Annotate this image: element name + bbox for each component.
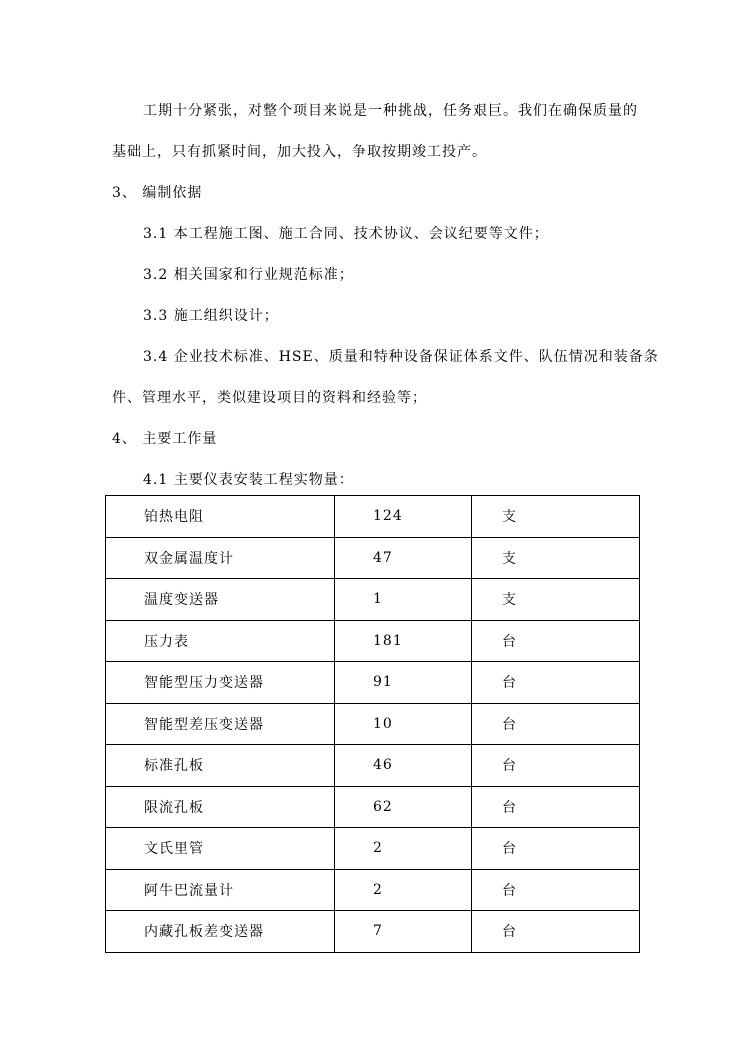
table-row bbox=[106, 620, 640, 662]
instrument-quantity-table bbox=[105, 495, 640, 953]
instrument-name-cell: 阿牛巴流量计 bbox=[106, 869, 335, 911]
quantity-cell: 2 bbox=[335, 869, 472, 911]
unit-cell: 台 bbox=[472, 620, 640, 662]
subsection-3-2: 3.2 相关国家和行业规范标准； bbox=[143, 267, 354, 283]
table-row bbox=[106, 703, 640, 745]
quantity-cell: 124 bbox=[335, 496, 472, 538]
quantity-cell: 46 bbox=[335, 745, 472, 787]
unit-cell: 台 bbox=[472, 662, 640, 704]
unit-cell: 支 bbox=[472, 579, 640, 621]
instrument-name-cell: 智能型压力变送器 bbox=[106, 662, 335, 704]
instrument-name-cell: 温度变送器 bbox=[106, 579, 335, 621]
quantity-cell: 62 bbox=[335, 786, 472, 828]
paragraph-line: 工期十分紧张，对整个项目来说是一种挑战，任务艰巨。我们在确保质量的 bbox=[143, 103, 638, 119]
subsection-3-4-continued: 件、管理水平，类似建设项目的资料和经验等； bbox=[112, 390, 427, 406]
table-row bbox=[106, 579, 640, 621]
table-row bbox=[106, 537, 640, 579]
instrument-name-cell: 限流孔板 bbox=[106, 786, 335, 828]
section-heading-3: 3、 编制依据 bbox=[112, 185, 203, 201]
paragraph-line: 基础上，只有抓紧时间，加大投入，争取按期竣工投产。 bbox=[112, 144, 487, 160]
unit-cell: 台 bbox=[472, 745, 640, 787]
instrument-name-cell: 双金属温度计 bbox=[106, 537, 335, 579]
unit-cell: 支 bbox=[472, 537, 640, 579]
subsection-3-1: 3.1 本工程施工图、施工合同、技术协议、会议纪要等文件； bbox=[143, 226, 549, 242]
quantity-cell: 91 bbox=[335, 662, 472, 704]
section-heading-4: 4、 主要工作量 bbox=[112, 431, 218, 447]
table-row bbox=[106, 911, 640, 953]
table-row bbox=[106, 786, 640, 828]
quantity-cell: 2 bbox=[335, 828, 472, 870]
unit-cell: 台 bbox=[472, 703, 640, 745]
subsection-4-1: 4.1 主要仪表安装工程实物量： bbox=[143, 472, 354, 488]
table-row bbox=[106, 662, 640, 704]
table-row bbox=[106, 869, 640, 911]
quantity-cell: 47 bbox=[335, 537, 472, 579]
instrument-name-cell: 标准孔板 bbox=[106, 745, 335, 787]
instrument-name-cell: 文氏里管 bbox=[106, 828, 335, 870]
quantity-cell: 181 bbox=[335, 620, 472, 662]
subsection-3-3: 3.3 施工组织设计； bbox=[143, 308, 279, 324]
unit-cell: 台 bbox=[472, 786, 640, 828]
unit-cell: 台 bbox=[472, 911, 640, 953]
table-row bbox=[106, 828, 640, 870]
quantity-cell: 1 bbox=[335, 579, 472, 621]
instrument-name-cell: 铂热电阻 bbox=[106, 496, 335, 538]
quantity-cell: 7 bbox=[335, 911, 472, 953]
instrument-name-cell: 压力表 bbox=[106, 620, 335, 662]
subsection-3-4: 3.4 企业技术标准、HSE、质量和特种设备保证体系文件、队伍情况和装备条 bbox=[143, 349, 659, 365]
unit-cell: 支 bbox=[472, 496, 640, 538]
unit-cell: 台 bbox=[472, 828, 640, 870]
instrument-name-cell: 智能型差压变送器 bbox=[106, 703, 335, 745]
table-row bbox=[106, 745, 640, 787]
unit-cell: 台 bbox=[472, 869, 640, 911]
instrument-name-cell: 内藏孔板差变送器 bbox=[106, 911, 335, 953]
quantity-cell: 10 bbox=[335, 703, 472, 745]
table-row bbox=[106, 496, 640, 538]
